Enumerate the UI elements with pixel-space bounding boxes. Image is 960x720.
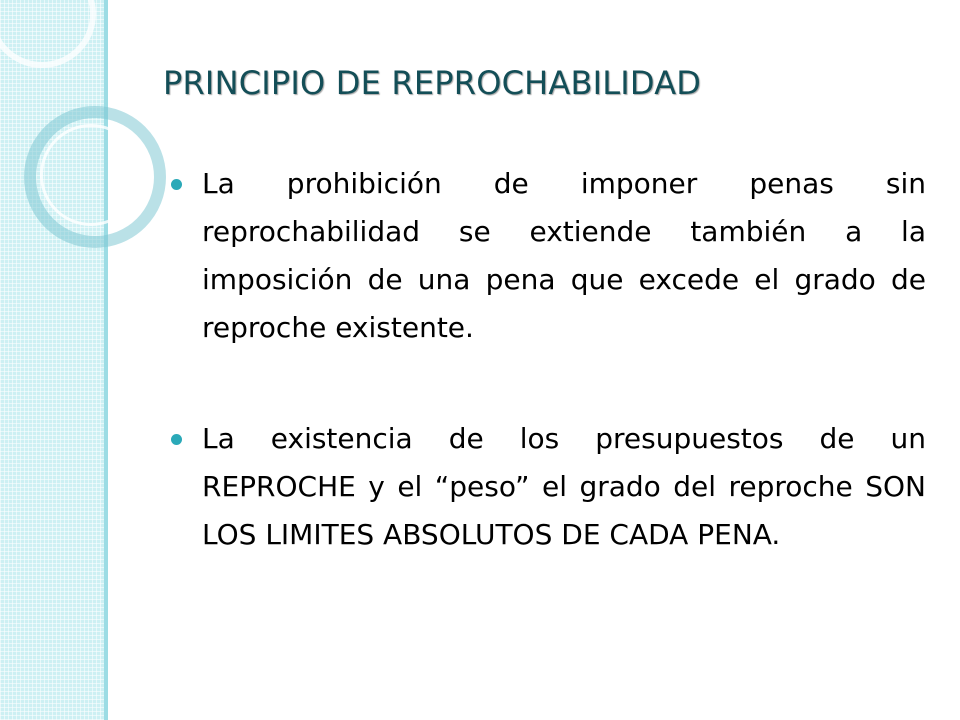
bullet-item-prohibition <box>164 160 926 352</box>
circle-bullet-icon <box>171 434 182 445</box>
slide-title: PRINCIPIO DE REPROCHABILIDAD <box>163 64 702 102</box>
bullet-text: La prohibición de imponer penas sin reprochabilidad se extiende también a la imposición de una pena que excede el grado de reproche existente. <box>202 167 926 344</box>
bullet-text: La existencia de los presupuestos de un REPROCHE y el “peso” el grado del reproche SON LOS LIMITES ABSOLUTOS DE CADA PENA. <box>202 422 926 551</box>
circle-bullet-icon <box>171 179 182 190</box>
bullet-list <box>164 160 926 622</box>
decorative-ring-inner <box>40 124 142 226</box>
bullet-item-limits <box>164 415 926 559</box>
